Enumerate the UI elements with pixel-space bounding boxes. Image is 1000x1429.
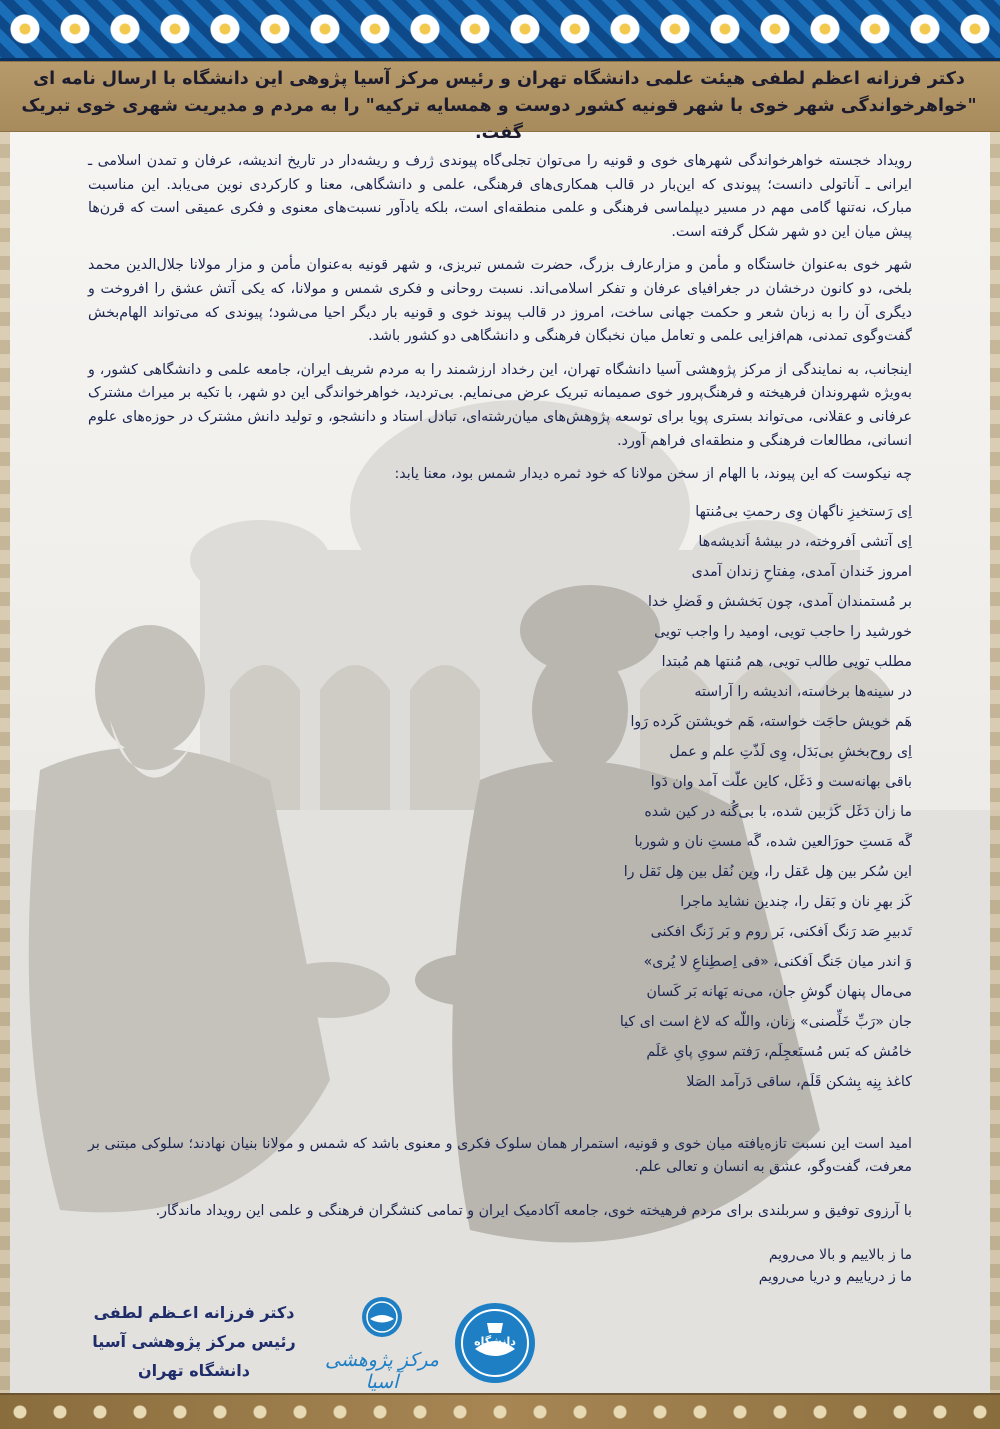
decorative-border-right [990, 130, 1000, 1395]
poem-line: امروز خَندان آمدی، مِفتاحِ زندان آمدی [691, 563, 912, 580]
poem-line: اِی آتشی اَفروخته، در بیشهٔ اَندیشه‌ها [698, 533, 912, 550]
poem-line: ما زان دَغَل کَژبین شده، با بی‌گُنه در کین شده [644, 803, 912, 820]
poem-line: جان «رَبِّ خَلِّصنی» زنان، واللّه که لاغ است ای کیا [619, 1013, 912, 1030]
closing-paragraph-1: امید است این نسبت تازه‌یافته میان خوی و قونیه، استمرار همان سلوک فکری و معنوی باشد که شمس و مولانا بنیان نهادند؛ سلوکی مبتنی بر معرفت، گفت‌وگو، عشق به انسان و تعالی علم. [88, 1135, 912, 1176]
poem-line: گَه مَستِ حورَالعین شده، گَه مستِ نان و شوربا [634, 833, 912, 850]
paragraph-2: شهر خوی به‌عنوان خاستگاه و مأمن و مزارعارف بزرگ، حضرت شمس تبریزی، و شهر قونیه به‌عنوان مأمن و مزار مولانا جلال‌الدین محمد بلخی، دو کانون درخشان در جغرافیای عرفان و تفکر اسلامی‌اند. نسبت روحانی و فکری شمس و مولانا، که یکی آتش عشق را افروخت و دیگری آن را به زبان شعر و حکمت جهانی ساخت، امروز در قالب پیوند خوی و قونیه بار دیگر احیا می‌شود؛ پیوندی که می‌تواند الهام‌بخش گفت‌وگوی تمدنی، هم‌افزایی علمی و تعامل میان نخبگان فرهنگی و دانشگاهی دو کشور باشد. [88, 257, 912, 345]
paragraph-3: اینجانب، به نمایندگی از مرکز پژوهشی آسیا دانشگاه تهران، این رخداد ارزشمند را به مردم شریف ایران، جامعه علمی و دانشگاهی کشور، و به‌ویژه شهروندان فرهیخته و فرهنگ‌پرور خوی صمیمانه تبریک عرض می‌نمایم. بی‌تردید، خواهرخواندگی این دو شهر، با تکیه بر میراث مشترک عرفانی و عقلانی، می‌تواند بستری پویا برای توسعه پژوهش‌های میان‌رشته‌ای، تبادل استاد و دانشجو، و تولید دانش مشترک در حوزه‌های علوم انسانی، مطالعات فرهنگی و منطقه‌ای فراهم آورد. [88, 361, 912, 449]
headline-line-2: "خواهرخواندگی شهر خوی با شهر قونیه کشور دوست و همسایه ترکیه" را به مردم و مدیریت شهری خوی تبریک گفت. [21, 96, 977, 143]
poem-line: می‌مال پنهان گوشِ جان، می‌نه بَهانه بَر کَسان [646, 983, 912, 1000]
signature-title: رئیس مرکز پژوهشی آسیا [92, 1332, 296, 1351]
asia-research-center-logo [322, 1293, 442, 1393]
poem-line: اِی روح‌بخشِ بی‌بَدَل، وِی لَذّتِ علم و عمل [669, 743, 912, 760]
headline-line-1: دکتر فرزانه اعظم لطفی هیئت علمی دانشگاه تهران و رئیس مرکز آسیا پژوهی این دانشگاه با ارسال نامه ای [33, 69, 965, 89]
poem-line: وَ اندر میان جَنگ اَفکنی، «فی اِصطِناعِ لا یُری» [643, 953, 912, 970]
decorative-tile-border-top [0, 0, 1000, 61]
closing [88, 1133, 912, 1288]
motto-line-2: ما ز دریاییم و دریا می‌رویم [758, 1268, 912, 1285]
poem-line: خورشید را حاجب تویی، اومید را واجب تویی [654, 623, 912, 640]
poem-line: این سُکر بین هِل عَقل را، وین نُقل بین هِل نَقل را [623, 863, 912, 880]
poem-intro: چه نیکوست که این پیوند، با الهام از سخن مولانا که خود ثمره دیدار شمس بود، معنا یابد: [394, 466, 912, 483]
poem-line: مطلب تویی طالب تویی، هم مُنتها هم مُبتدا [661, 653, 912, 670]
signature-block [74, 1298, 314, 1385]
motto-line-1: ما ز بالاییم و بالا می‌رویم [768, 1246, 912, 1263]
headline [16, 66, 982, 147]
decorative-border-left [0, 130, 10, 1395]
poem-line: در سینه‌ها برخاسته، اندیشه را آراسته [694, 683, 912, 700]
poem-line: بر مُستمندان آمدی، چون بَخشش و فَضلِ خدا [647, 593, 912, 610]
closing-paragraph-2: با آرزوی توفیق و سربلندی برای مردم فرهیخته خوی، جامعه آکادمیک ایران و تمامی کنشگران فرهنگی و علمی این رویداد ماندگار. [155, 1202, 912, 1219]
university-of-tehran-logo [445, 1293, 545, 1393]
paragraph-1: رویداد خجسته خواهرخواندگی شهرهای خوی و قونیه را می‌توان تجلی‌گاه پیوندی ژرف و ریشه‌دار در تاریخ اندیشه، عرفان و تمدن اسلامی ـ ایرانی ـ آناتولی دانست؛ پیوندی که این‌بار در قالب همکاری‌های فرهنگی، علمی و دانشگاهی، معنا و کارکردی نوین می‌یابد. این مناسبت مبارک، نه‌تنها گامی مهم در مسیر دیپلماسی فرهنگی و علمی منطقه‌ای است، بلکه یادآور نسبت‌های معنوی و فکری عمیقی است که قرن‌ها پیش میان این دو شهر شکل گرفته است. [88, 153, 912, 240]
poem-line: کاغذ بِنِه بِشکن قَلَم، ساقی دَرآمد الصَلا [686, 1073, 912, 1090]
poem-line: اِی رَستخیزِ ناگهان وِی رحمتِ بی‌مُنتها [695, 503, 912, 520]
poem-line: تَدبیرِ صَد رَنگ اَفکنی، بَر روم و بَر زَنگ افکنی [650, 923, 912, 940]
letter-body [88, 150, 912, 1288]
poem-line: خامُش که بَس مُستَعجِلَم، رَفتم سویِ پایِ عَلَم [646, 1043, 912, 1060]
poem-line: هَم خویش حاجَت خواسته، هَم خویشتن کَرده رَوا [630, 713, 912, 730]
signature-university: دانشگاه تهران [138, 1361, 250, 1380]
poem-line: باقی بهانه‌ست و دَغَل، کاین علّت آمد وان دَوا [650, 773, 912, 790]
decorative-tile-border-bottom [0, 1393, 1000, 1429]
university-seal-text: دانشگاه [474, 1335, 516, 1348]
poem-line: کَز بهرِ نان و بَقل را، چندین نشاید ماجرا [680, 893, 912, 910]
closing-motto [88, 1244, 912, 1288]
signature-name: دکتر فرزانه اعـظم لطفی [93, 1303, 295, 1322]
poem [88, 497, 912, 1097]
asia-center-logo-text: مرکز پژوهشی آسیا [325, 1349, 439, 1393]
